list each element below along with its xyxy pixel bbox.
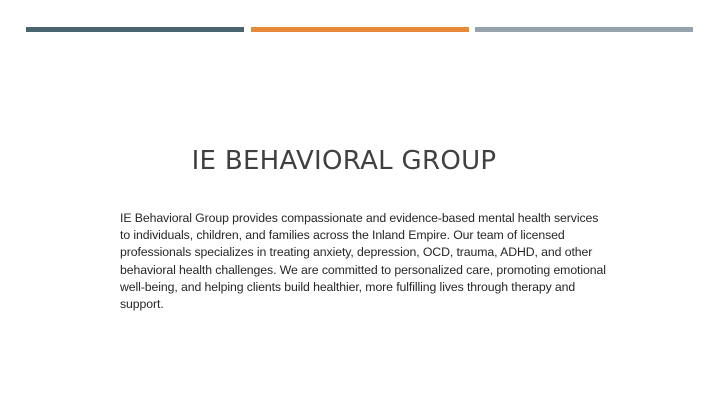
- slide-title-text: IE BEHAVIORAL GROUP: [191, 146, 497, 176]
- slide-body-paragraph: IE Behavioral Group provides compassionate and evidence-based mental health services to individuals, children, and families across the Inland Empire. Our team of licensed professionals specializes in treating anxiety, depression, OCD, trauma, ADHD, and other behavioral health challenges. We are committed to personalized care, promoting emotional well-being, and helping clients build healthier, more fulfilling lives through therapy and support.: [120, 211, 606, 312]
- accent-bar-orange: [251, 27, 469, 32]
- slide-title: [0, 146, 720, 176]
- accent-bar-slate: [26, 27, 244, 32]
- accent-bar-gray: [475, 27, 693, 32]
